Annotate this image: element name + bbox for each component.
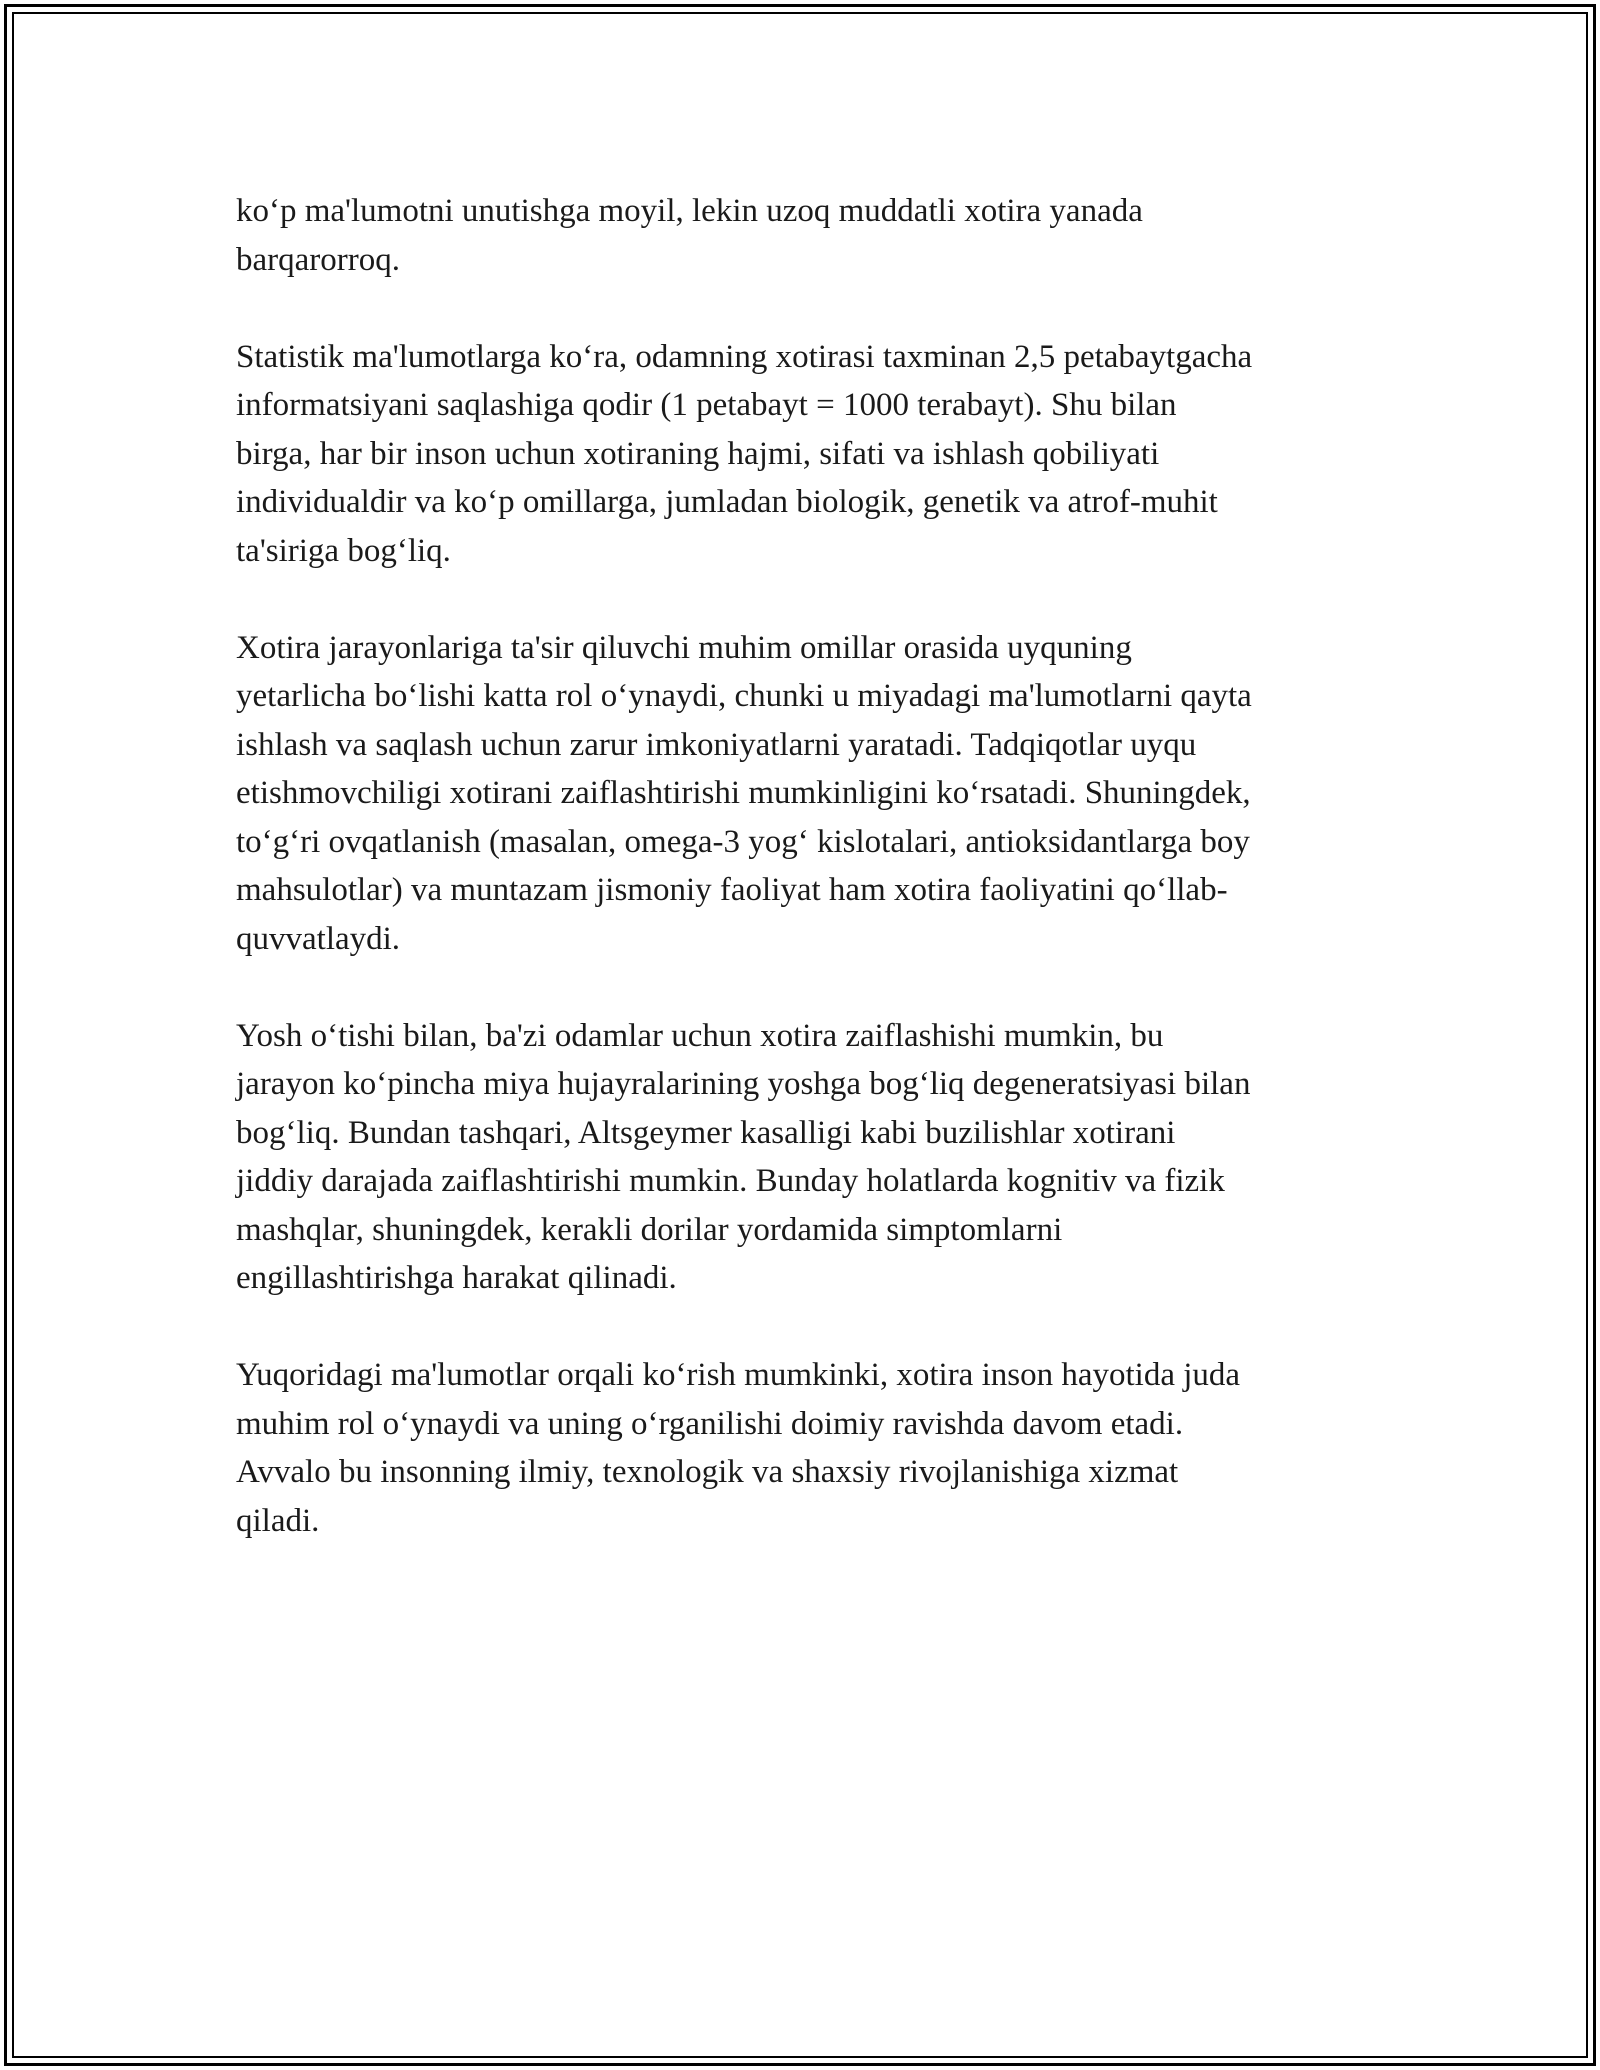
text-line: ishlash va saqlash uchun zarur imkoniyatlarni yaratadi. Tadqiqotlar uyqu xyxy=(236,726,1197,763)
text-line: mahsulotlar) va muntazam jismoniy faoliyat ham xotira faoliyatini qo‘llab- xyxy=(236,872,1228,908)
text-line: to‘g‘ri ovqatlanish (masalan, omega-3 yog‘ kislotalari, antioksidantlarga boy xyxy=(236,823,1250,860)
text-line: jiddiy darajada zaiflashtirishi mumkin. Bunday holatlarda kognitiv va fizik xyxy=(236,1163,1225,1199)
text-line: Yuqoridagi ma'lumotlar orqali ko‘rish mumkinki, xotira inson hayotida juda xyxy=(236,1357,1241,1393)
text-line: Xotira jarayonlariga ta'sir qiluvchi muhim omillar orasida uyquning xyxy=(236,629,1132,666)
paragraph-2 xyxy=(236,333,1386,576)
text-line: ko‘p ma'lumotni unutishga moyil, lekin uzoq muddatli xotira yanada xyxy=(236,193,1143,229)
text-line: Statistik ma'lumotlarga ko‘ra, odamning xotirasi taxminan 2,5 petabaytgacha xyxy=(236,338,1253,375)
text-line: etishmovchiligi xotirani zaiflashtirishi mumkinligini ko‘rsatadi. Shuningdek, xyxy=(236,775,1251,811)
text-line: birga, har bir inson uchun xotiraning hajmi, sifati va ishlash qobiliyati xyxy=(236,435,1160,472)
text-line: individualdir va ko‘p omillarga, jumladan biologik, genetik va atrof-muhit xyxy=(236,484,1218,520)
text-line: Avvalo bu insonning ilmiy, texnologik va shaxsiy rivojlanishiga xizmat xyxy=(236,1454,1179,1490)
text-line: informatsiyani saqlashiga qodir (1 petabayt = 1000 terabayt). Shu bilan xyxy=(236,387,1177,423)
paragraph-4 xyxy=(236,1012,1386,1303)
text-line: bog‘liq. Bundan tashqari, Altsgeymer kasalligi kabi buzilishlar xotirani xyxy=(236,1114,1176,1151)
document-body xyxy=(236,187,1386,1594)
text-line: Yosh o‘tishi bilan, ba'zi odamlar uchun xotira zaiflashishi mumkin, bu xyxy=(236,1017,1164,1054)
paragraph-3 xyxy=(236,624,1386,964)
text-line: engillashtirishga harakat qilinadi. xyxy=(236,1260,677,1296)
text-line: muhim rol o‘ynaydi va uning o‘rganilishi doimiy ravishda davom etadi. xyxy=(236,1405,1184,1442)
paragraph-5 xyxy=(236,1351,1386,1545)
text-line: jarayon ko‘pincha miya hujayralarining yoshga bog‘liq degeneratsiyasi bilan xyxy=(236,1066,1251,1102)
text-line: yetarlicha bo‘lishi katta rol o‘ynaydi, chunki u miyadagi ma'lumotlarni qayta xyxy=(236,678,1252,714)
text-line: mashqlar, shuningdek, kerakli dorilar yordamida simptomlarni xyxy=(236,1211,1063,1248)
text-line: barqarorroq. xyxy=(236,241,401,278)
text-line: ta'siriga bog‘liq. xyxy=(236,532,451,569)
paragraph-1 xyxy=(236,187,1386,284)
text-line: quvvatlaydi. xyxy=(236,920,401,957)
text-line: qiladi. xyxy=(236,1502,320,1539)
